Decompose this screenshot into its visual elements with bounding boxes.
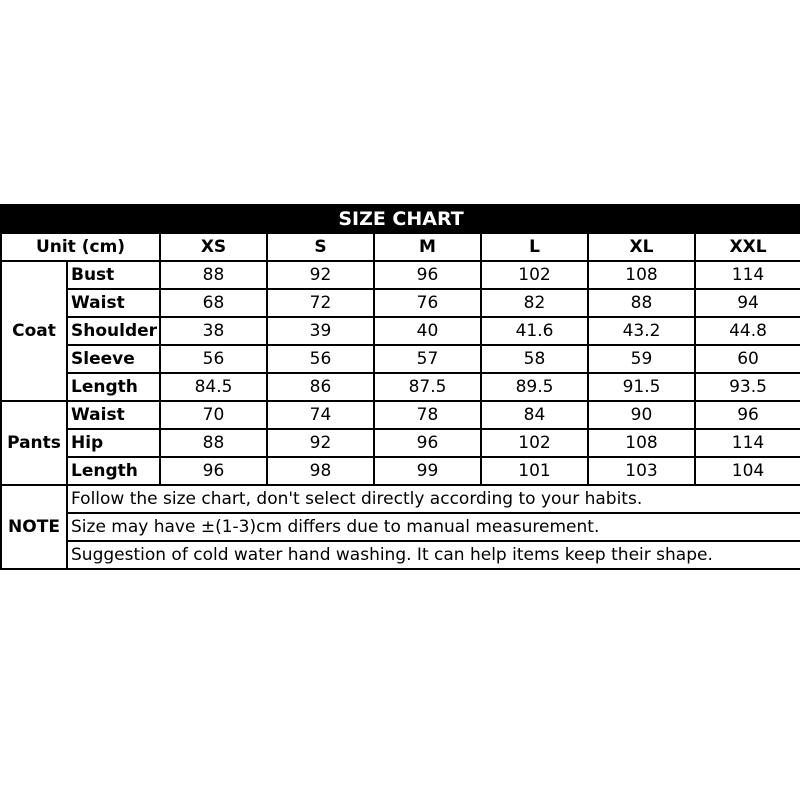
note-row bbox=[1, 485, 800, 513]
coat-row bbox=[1, 373, 800, 401]
measure-label: Bust bbox=[67, 261, 160, 289]
coat-row bbox=[1, 289, 800, 317]
title-row bbox=[1, 205, 800, 233]
size-header: XS bbox=[160, 233, 267, 261]
size-value-cell: 72 bbox=[267, 289, 374, 317]
size-value-cell: 91.5 bbox=[588, 373, 695, 401]
size-value-cell: 98 bbox=[267, 457, 374, 485]
coat-row bbox=[1, 345, 800, 373]
measure-label: Sleeve bbox=[67, 345, 160, 373]
chart-title: SIZE CHART bbox=[1, 205, 800, 233]
note-row bbox=[1, 541, 800, 569]
measure-label: Hip bbox=[67, 429, 160, 457]
size-value-cell: 60 bbox=[695, 345, 800, 373]
size-value-cell: 78 bbox=[374, 401, 481, 429]
header-row bbox=[1, 233, 800, 261]
size-value-cell: 93.5 bbox=[695, 373, 800, 401]
size-header: XL bbox=[588, 233, 695, 261]
size-value-cell: 89.5 bbox=[481, 373, 588, 401]
note-label: NOTE bbox=[1, 485, 67, 569]
size-value-cell: 44.8 bbox=[695, 317, 800, 345]
size-value-cell: 74 bbox=[267, 401, 374, 429]
pants-row bbox=[1, 429, 800, 457]
coat-row bbox=[1, 317, 800, 345]
note-line: Follow the size chart, don't select directly according to your habits. bbox=[67, 485, 800, 513]
size-value-cell: 114 bbox=[695, 429, 800, 457]
pants-row bbox=[1, 401, 800, 429]
size-header: XXL bbox=[695, 233, 800, 261]
pants-row bbox=[1, 457, 800, 485]
size-value-cell: 84.5 bbox=[160, 373, 267, 401]
size-header: M bbox=[374, 233, 481, 261]
note-line: Size may have ±(1-3)cm differs due to manual measurement. bbox=[67, 513, 800, 541]
size-value-cell: 38 bbox=[160, 317, 267, 345]
size-value-cell: 43.2 bbox=[588, 317, 695, 345]
coat-group-label: Coat bbox=[1, 261, 67, 401]
size-value-cell: 70 bbox=[160, 401, 267, 429]
size-value-cell: 56 bbox=[267, 345, 374, 373]
pants-group-label: Pants bbox=[1, 401, 67, 485]
size-chart-table bbox=[0, 204, 800, 570]
note-row bbox=[1, 513, 800, 541]
size-value-cell: 39 bbox=[267, 317, 374, 345]
size-header: S bbox=[267, 233, 374, 261]
size-value-cell: 82 bbox=[481, 289, 588, 317]
measure-label: Length bbox=[67, 457, 160, 485]
size-value-cell: 99 bbox=[374, 457, 481, 485]
size-value-cell: 56 bbox=[160, 345, 267, 373]
size-value-cell: 101 bbox=[481, 457, 588, 485]
size-value-cell: 88 bbox=[160, 429, 267, 457]
size-value-cell: 88 bbox=[588, 289, 695, 317]
size-value-cell: 88 bbox=[160, 261, 267, 289]
coat-row bbox=[1, 261, 800, 289]
size-value-cell: 90 bbox=[588, 401, 695, 429]
size-header: L bbox=[481, 233, 588, 261]
size-value-cell: 68 bbox=[160, 289, 267, 317]
size-value-cell: 94 bbox=[695, 289, 800, 317]
size-value-cell: 108 bbox=[588, 261, 695, 289]
size-value-cell: 96 bbox=[374, 261, 481, 289]
size-value-cell: 108 bbox=[588, 429, 695, 457]
size-value-cell: 104 bbox=[695, 457, 800, 485]
size-value-cell: 87.5 bbox=[374, 373, 481, 401]
size-value-cell: 96 bbox=[160, 457, 267, 485]
size-value-cell: 40 bbox=[374, 317, 481, 345]
size-value-cell: 96 bbox=[695, 401, 800, 429]
size-value-cell: 102 bbox=[481, 429, 588, 457]
size-value-cell: 114 bbox=[695, 261, 800, 289]
unit-label: Unit (cm) bbox=[1, 233, 160, 261]
size-value-cell: 57 bbox=[374, 345, 481, 373]
size-value-cell: 41.6 bbox=[481, 317, 588, 345]
measure-label: Shoulder bbox=[67, 317, 160, 345]
size-value-cell: 76 bbox=[374, 289, 481, 317]
size-value-cell: 102 bbox=[481, 261, 588, 289]
measure-label: Waist bbox=[67, 401, 160, 429]
note-line: Suggestion of cold water hand washing. It can help items keep their shape. bbox=[67, 541, 800, 569]
size-value-cell: 58 bbox=[481, 345, 588, 373]
size-value-cell: 84 bbox=[481, 401, 588, 429]
size-value-cell: 103 bbox=[588, 457, 695, 485]
size-value-cell: 86 bbox=[267, 373, 374, 401]
size-value-cell: 92 bbox=[267, 261, 374, 289]
size-value-cell: 96 bbox=[374, 429, 481, 457]
measure-label: Length bbox=[67, 373, 160, 401]
size-value-cell: 92 bbox=[267, 429, 374, 457]
size-value-cell: 59 bbox=[588, 345, 695, 373]
measure-label: Waist bbox=[67, 289, 160, 317]
